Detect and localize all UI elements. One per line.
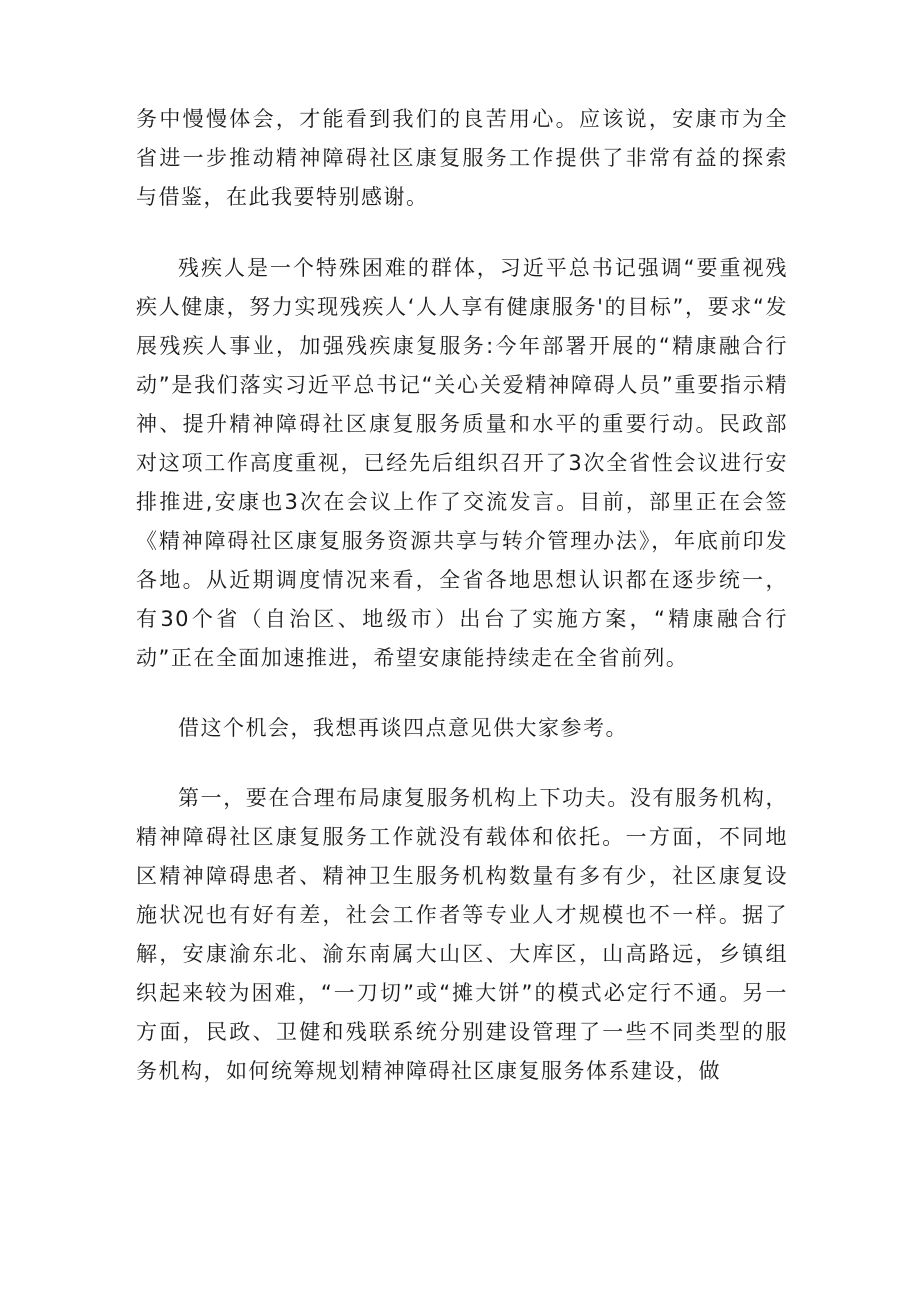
paragraph-continuation: 务中慢慢体会，才能看到我们的良苦用心。应该说，安康市为全省进一步推动精神障碍社区康复服务工作提供了非常有益的探索与借鉴，在此我要特别感谢。 (136, 107, 788, 209)
document-body (136, 100, 788, 1091)
paragraph-four-opinions: 借这个机会，我想再谈四点意见供大家参考。 (178, 716, 628, 740)
paragraph-disabled-persons: 残疾人是一个特殊困难的群体，习近平总书记强调“要重视残疾人健康，努力实现残疾人‘人人享有健康服务'的目标”，要求“发展残疾人事业，加强残疾康复服务:今年部署开展的“精康融合行动”是我们落实习近平总书记“关心关爱精神障碍人员”重要指示精神、提升精神障碍社区康复服务质量和水平的重要行动。民政部对这项工作高度重视，已经先后组织召开了3次全省性会议进行安排推进,安康也3次在会议上作了交流发言。目前，部里正在会签《精神障碍社区康复服务资源共享与转介管理办法》，年底前印发各地。从近期调度情况来看，全省各地思想认识都在逐步统一，有30个省（自治区、地级市）出台了实施方案，“精康融合行动”正在全面加速推进，希望安康能持续走在全省前列。 (136, 256, 788, 670)
paragraph-first-point: 第一，要在合理布局康复服务机构上下功夫。没有服务机构，精神障碍社区康复服务工作就没有载体和依托。一方面，不同地区精神障碍患者、精神卫生服务机构数量有多有少，社区康复设施状况也有好有差，社会工作者等专业人才规模也不一样。据了解，安康渝东北、渝东南属大山区、大库区，山高路远，乡镇组织起来较为困难，“一刀切”或“摊大饼”的模式必定行不通。另一方面，民政、卫健和残联系统分别建设管理了一些不同类型的服务机构，如何统筹规划精神障碍社区康复服务体系建设，做 (136, 786, 788, 1083)
